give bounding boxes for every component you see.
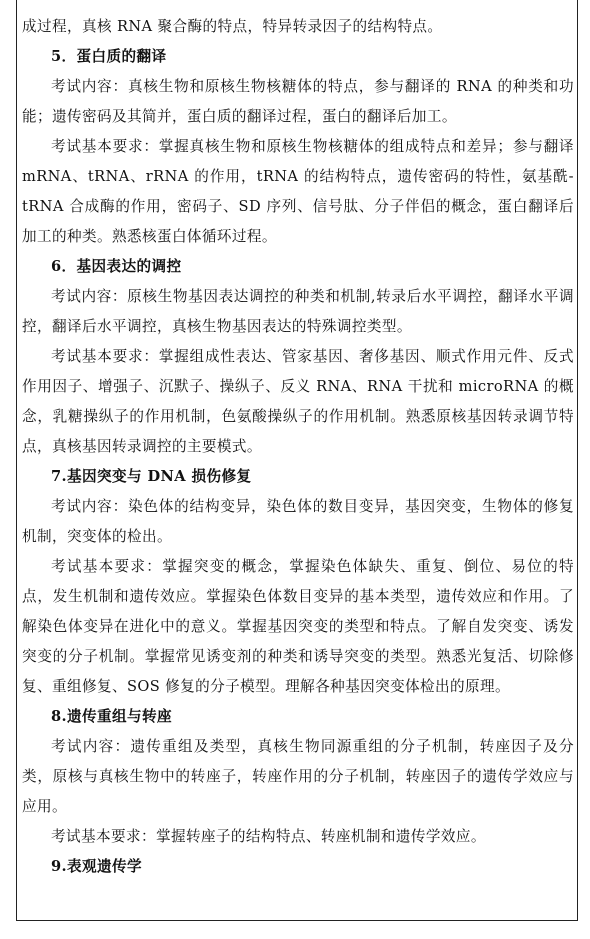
section-6-requirements: 考试基本要求：掌握组成性表达、管家基因、奢侈基因、顺式作用元件、反式作用因子、增强子、沉默子、操纵子、反义 RNA、RNA 干扰和 microRNA 的概念，乳糖操纵子的作用机制，色氨酸操纵子的作用机制。熟悉原核基因转录调节特点，真核基因转录调控的主要模式。	[22, 348, 574, 455]
section-5-requirements: 考试基本要求：掌握真核生物和原核生物核糖体的组成特点和差异；参与翻译 mRNA、tRNA、rRNA 的作用，tRNA 的结构特点，遗传密码的特性，氨基酰-tRNA 合成酶的作用，密码子、SD 序列、信号肽、分子伴侣的概念，蛋白翻译后加工的种类。熟悉核蛋白体循环过程。	[22, 138, 574, 245]
section-5-content: 考试内容：真核生物和原核生物核糖体的特点，参与翻译的 RNA 的种类和功能；遗传密码及其简并，蛋白质的翻译过程，蛋白的翻译后加工。	[22, 78, 574, 125]
section-heading-5: 5．蛋白质的翻译	[51, 48, 167, 65]
section-heading-9: 9.表观遗传学	[51, 858, 143, 875]
section-7-requirements: 考试基本要求：掌握突变的概念，掌握染色体缺失、重复、倒位、易位的特点，发生机制和遗传效应。掌握染色体数目变异的基本类型，遗传效应和作用。了解染色体变异在进化中的意义。掌握基因突变的类型和特点。了解自发突变、诱发突变的分子机制。掌握常见诱变剂的种类和诱导突变的类型。熟悉光复活、切除修复、重组修复、SOS 修复的分子模型。理解各种基因突变体检出的原理。	[22, 558, 574, 695]
intro-line: 成过程，真核 RNA 聚合酶的特点，特异转录因子的结构特点。	[22, 18, 443, 35]
document-body	[22, 12, 574, 882]
section-6-content: 考试内容：原核生物基因表达调控的种类和机制,转录后水平调控，翻译水平调控，翻译后水平调控，真核生物基因表达的特殊调控类型。	[22, 288, 574, 335]
section-8-content: 考试内容：遗传重组及类型，真核生物同源重组的分子机制，转座因子及分类，原核与真核生物中的转座子，转座作用的分子机制，转座因子的遗传学效应与应用。	[22, 738, 574, 815]
section-7-content: 考试内容：染色体的结构变异，染色体的数目变异，基因突变，生物体的修复机制，突变体的检出。	[22, 498, 574, 545]
section-8-requirements: 考试基本要求：掌握转座子的结构特点、转座机制和遗传学效应。	[51, 828, 486, 845]
section-heading-6: 6．基因表达的调控	[51, 258, 182, 275]
section-heading-8: 8.遗传重组与转座	[51, 708, 172, 725]
section-heading-7: 7.基因突变与 DNA 损伤修复	[51, 468, 252, 485]
